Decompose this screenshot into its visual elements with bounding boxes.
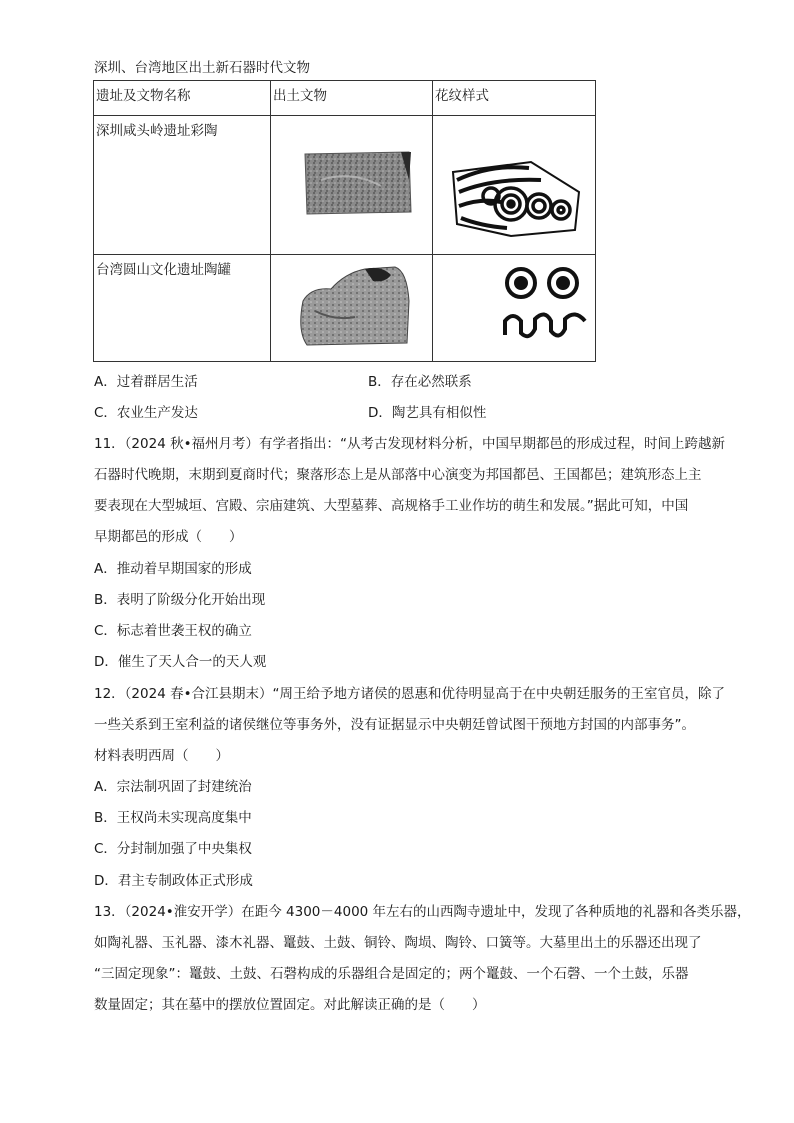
- header-pattern: 花纹样式: [433, 81, 596, 116]
- artifact-photo-shenzhen: [271, 116, 433, 255]
- header-artifact: 出土文物: [271, 81, 433, 116]
- q10-option-a[interactable]: A．过着群居生活: [94, 374, 198, 390]
- q11-stem-line: 要表现在大型城垣、宫殿、宗庙建筑、大型墓葬、高规格手工业作坊的萌生和发展。”据此可知，中国: [94, 498, 689, 514]
- artifact-photo-taiwan: [271, 255, 433, 362]
- table-row: [94, 255, 596, 362]
- q11-option-d[interactable]: D．催生了天人合一的天人观: [94, 654, 267, 670]
- q11-option-c[interactable]: C．标志着世袭王权的确立: [94, 623, 252, 639]
- q10-options-row-2: [94, 401, 487, 421]
- q10-option-b[interactable]: B．存在必然联系: [368, 374, 472, 390]
- q12-stem-line: 12．（2024 春•合江县期末）“周王给予地方诸侯的恩惠和优待明显高于在中央朝廷服务的王室官员，除了: [94, 686, 726, 702]
- q12-option-b[interactable]: B．王权尚未实现高度集中: [94, 810, 252, 826]
- pattern-drawing-taiwan: [433, 255, 596, 362]
- pottery-shard-photo-1: [301, 150, 413, 216]
- row-site-name: 台湾圆山文化遗址陶罐: [94, 255, 271, 362]
- table-caption: 深圳、台湾地区出土新石器时代文物: [94, 60, 310, 76]
- q12-option-d[interactable]: D．君主专制政体正式形成: [94, 873, 253, 889]
- relics-table: [93, 80, 596, 362]
- spiral-pattern-1: [451, 158, 581, 238]
- q12-stem-line: 材料表明西周（ ）: [94, 748, 229, 764]
- q13-stem-line: 数量固定；其在墓中的摆放位置固定。对此解读正确的是（ ）: [94, 997, 486, 1013]
- row-site-name: 深圳咸头岭遗址彩陶: [94, 116, 271, 255]
- q11-stem-line: 石器时代晚期，末期到夏商时代；聚落形态上是从部落中心演变为邦国都邑、王国都邑；建筑形态上主: [94, 467, 702, 483]
- q10-option-d[interactable]: D．陶艺具有相似性: [368, 405, 487, 421]
- q13-stem-line: 13．（2024•淮安开学）在距今 4300－4000 年左右的山西陶寺遗址中，发现了各种质地的礼器和各类乐器，: [94, 904, 751, 920]
- spiral-pattern-2: [499, 263, 599, 343]
- table-header-row: [94, 81, 596, 116]
- q10-option-c[interactable]: C．农业生产发达: [94, 405, 198, 421]
- q13-stem-line: 如陶礼器、玉礼器、漆木礼器、鼍鼓、土鼓、铜铃、陶埙、陶铃、口簧等。大墓里出土的乐器还出现了: [94, 935, 702, 951]
- q13-stem-line: “三固定现象”：鼍鼓、土鼓、石磬构成的乐器组合是固定的；两个鼍鼓、一个石磬、一个土鼓，乐器: [94, 966, 689, 982]
- q12-stem-line: 一些关系到王室利益的诸侯继位等事务外，没有证据显示中央朝廷曾试图干预地方封国的内部事务”。: [94, 717, 695, 733]
- pottery-jar-photo-2: [295, 261, 413, 349]
- q12-option-c[interactable]: C．分封制加强了中央集权: [94, 841, 252, 857]
- q11-stem-line: 11．（2024 秋•福州月考）有学者指出：“从考古发现材料分析，中国早期都邑的形成过程，时间上跨越新: [94, 436, 726, 452]
- header-site-name: 遗址及文物名称: [94, 81, 271, 116]
- pattern-drawing-shenzhen: [433, 116, 596, 255]
- q12-option-a[interactable]: A．宗法制巩固了封建统治: [94, 779, 252, 795]
- table-row: [94, 116, 596, 255]
- q10-options-row-1: [94, 370, 472, 390]
- q11-stem-line: 早期都邑的形成（ ）: [94, 529, 243, 545]
- q11-option-b[interactable]: B．表明了阶级分化开始出现: [94, 592, 266, 608]
- q11-option-a[interactable]: A．推动着早期国家的形成: [94, 561, 252, 577]
